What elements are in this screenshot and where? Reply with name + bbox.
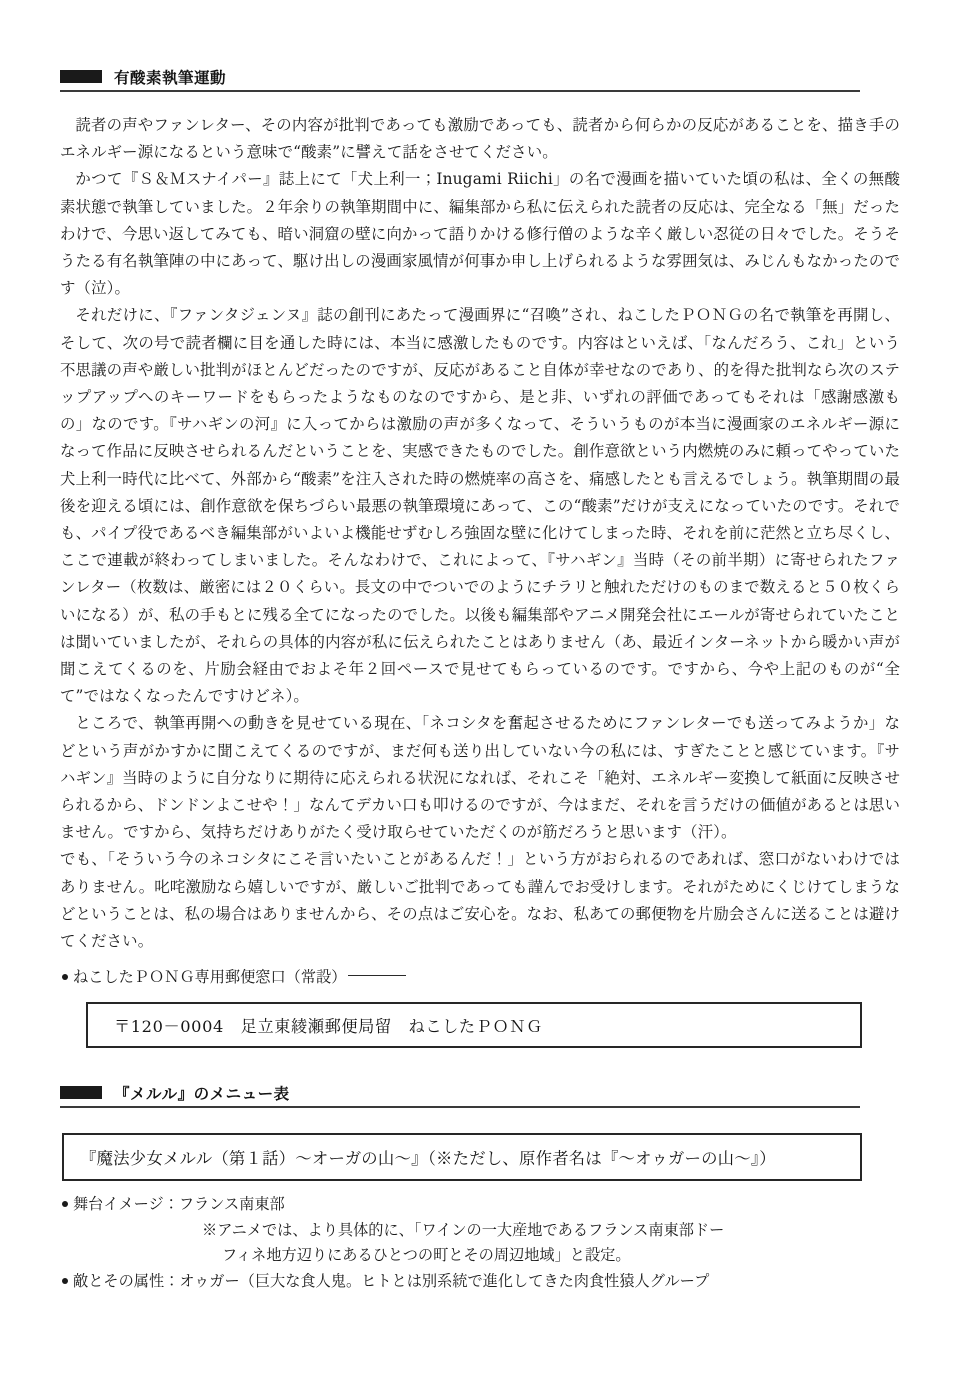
bullet-icon bbox=[62, 1201, 68, 1207]
paragraph: それだけに、『ファンタジェンヌ』誌の創刊にあたって漫画界に“召喚”され、ねこしたＰＯＮＧの名で執筆を再開し、そして、次の号で読者欄に目を通した時には、本当に感激したものです。内容はといえば、「なんだろう、これ」という不思議の声や厳しい批判がほとんどだったのですが、反応があること自体が幸せなのであり、的を得た批判なら次のステップアップへのキーワードをもらったようなものなのですから、是と非、いずれの評価であってもそれは「感謝感激もの」なのです。『サハギンの河』に入ってからは激励の声が多くなって、そういうものが本当に漫画家のエネルギー源になって作品に反映させられるんだということを、実感できたものでした。創作意欲という内燃焼のみに頼ってやっていた犬上利一時代に比べて、外部から“酸素”を注入された時の燃焼率の高さを、痛感したとも言えるでしょう。執筆期間の最後を迎える頃には、創作意欲を保ちづらい最悪の執筆環境にあって、この“酸素”だけが支えになっていたのです。それでも、パイプ役であるべき編集部がいよいよ機能せずむしろ強固な壁に化けてしまった時、それを前に茫然と立ち尽くし、ここで連載が終わってしまいました。そんなわけで、これによって、『サハギン』当時（その前半期）に寄せられたファンレター（枚数は、厳密には２０くらい。長文の中でついでのようにチラリと触れただけのものまで数えると５０枚くらいになる）が、私の手もとに残る全てになったのでした。以後も編集部やアニメ開発会社にエールが寄せられていたことは聞いていましたが、それらの具体的内容が私に伝えられたことはありません（あ、最近インターネットから暖かい声が聞こえてくるのを、片励会経由でおよそ年２回ペースで見せてもらっているのです。ですから、今や上記のものが“全て”ではなくなったんですけどネ）。 bbox=[60, 306, 900, 706]
black-block-marker-icon bbox=[60, 1086, 102, 1099]
paragraph: 読者の声やファンレター、その内容が批判であっても激励であっても、読者から何らかの反応があることを、描き手のエネルギー源になるという意味で“酸素”に譬えて話をさせてください。 bbox=[60, 116, 900, 162]
list-item-note: ※アニメでは、より具体的に、「ワインの一大産地であるフランス南東部ドー bbox=[202, 1220, 725, 1239]
section-heading-merle-menu bbox=[60, 1086, 860, 1108]
postal-address-box bbox=[86, 1002, 862, 1048]
list-item-note: フィネ地方辺りにあるひとつの町とその周辺地域」と設定。 bbox=[222, 1246, 631, 1265]
menu-detail-list bbox=[62, 1192, 882, 1294]
list-item-label: 舞台イメージ：フランス南東部 bbox=[73, 1195, 285, 1213]
list-item bbox=[62, 1269, 882, 1295]
paragraph: かつて『Ｓ＆Ｍスナイパー』誌上にて「犬上利一；Inugami Riichi」の名で漫画を描いていた頃の私は、全くの無酸素状態で執筆していました。２年余りの執筆期間中に、編集部から私に伝えられた読者の反応は、完全なる「無」だったわけで、今思い返してみても、暗い洞窟の壁に向かって語りかける修行僧のような辛く厳しい忍従の日々でした。そうそうたる有名執筆陣の中にあって、駆け出しの漫画家風情が何事か申し上げられるような雰囲気は、みじんもなかったのです（泣）。 bbox=[60, 170, 900, 298]
bullet-icon bbox=[62, 974, 68, 980]
black-block-marker-icon bbox=[60, 70, 102, 83]
list-item-label: 敵とその属性：オゥガー（巨大な食人鬼。ヒトとは別系統で進化してきた肉食性猿人グループ bbox=[73, 1271, 710, 1290]
section-title: 『メルル』のメニュー表 bbox=[114, 1085, 290, 1103]
postal-window-lead bbox=[62, 966, 406, 988]
dash-rule-icon bbox=[348, 975, 406, 976]
episode-title-text: 『魔法少女メルル（第１話）～オーガの山～』（※ただし、原作者名は『～オゥガーの山～』） bbox=[80, 1149, 776, 1168]
section-title: 有酸素執筆運動 bbox=[114, 69, 227, 87]
paragraph: ところで、執筆再開への動きを見せている現在、「ネコシタを奮起させるためにファンレターでも送ってみようか」などという声がかすかに聞こえてくるのですが、まだ何も送り出していない今の私には、すぎたことと感じています。『サハギン』当時のように自分なりに期待に応えられる状況になれば、それこそ「絶対、エネルギー変換して紙面に反映させられるから、ドンドンよこせや！」なんてデカい口も叩けるのですが、今はまだ、それを言うだけの価値があるとは思いません。ですから、気持ちだけありがたく受け取らせていただくのが筋だろうと思います（汗）。 bbox=[60, 714, 900, 842]
paragraph: でも、「そういう今のネコシタにこそ言いたいことがあるんだ！」という方がおられるのであれば、窓口がないわけではありません。叱咤激励なら嬉しいですが、厳しいご批判であっても謹んでお受けします。それがためにくじけてしまうなどということは、私の場合はありませんから、その点はご安心を。なお、私あての郵便物を片励会さんに送ることは避けてください。 bbox=[60, 850, 900, 951]
list-item bbox=[62, 1192, 882, 1218]
episode-title-box bbox=[62, 1133, 862, 1181]
postal-window-label: ねこしたＰＯＮＧ専用郵便窓口（常設） bbox=[73, 968, 347, 986]
article-body bbox=[60, 112, 900, 955]
postal-address-text: 〒120－0004 足立東綾瀬郵便局留 ねこしたＰＯＮＧ bbox=[114, 1017, 543, 1036]
section-heading-aerobic-writing bbox=[60, 70, 860, 92]
bullet-icon bbox=[62, 1278, 68, 1284]
